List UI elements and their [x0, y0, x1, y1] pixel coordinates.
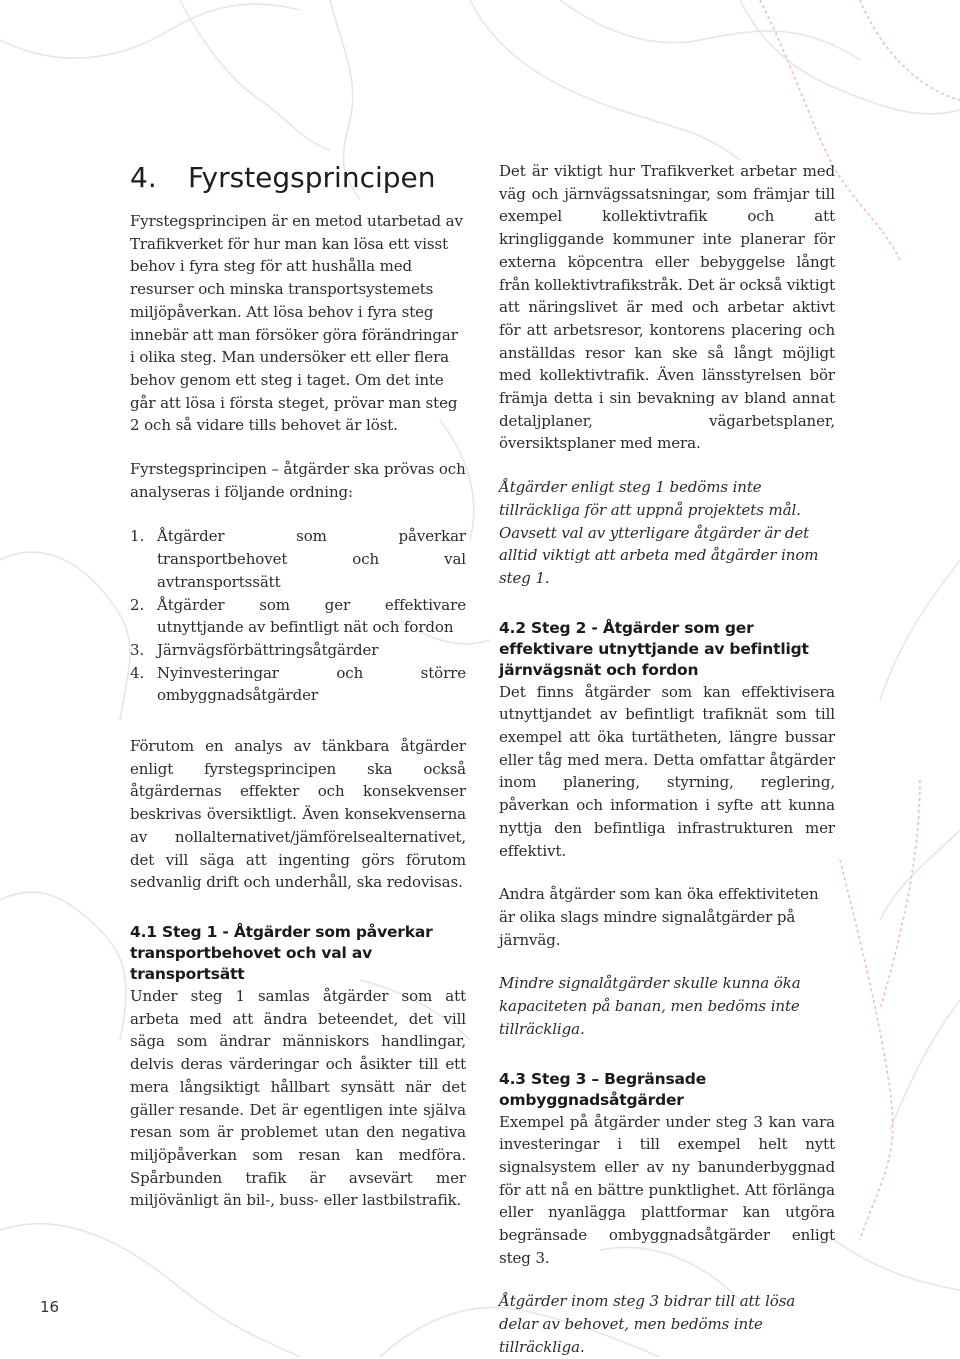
chapter-heading [130, 160, 466, 196]
list-item [130, 594, 466, 639]
left-column [130, 160, 466, 1212]
list-item-text: Åtgärder som ger effektivare utnyttjande av befintligt nät och fordon [157, 595, 466, 637]
list-item-number: 4. [130, 663, 145, 682]
list-item [130, 662, 466, 707]
step1-conclusion: Åtgärder enligt steg 1 bedöms inte tillräckliga för att uppnå projektets mål. Oavsett val av ytterligare åtgärder är det alltid viktigt att arbeta med åtgärder inom steg 1. [499, 478, 819, 587]
chapter-number: 4. [130, 161, 157, 194]
list-item-number: 2. [130, 595, 145, 614]
list-item-number: 1. [130, 527, 145, 546]
section-4-1-body: Under steg 1 samlas åtgärder som att arbeta med att ändra beteendet, det vill säga som ändrar människors handlingar, delvis deras värderingar och åsikter till ett mera långsiktigt hållbart synsätt när det gäller resande. Det är egentligen inte själva resan som är problemet utan den negativa miljöpåverkan som resan kan medföra. Spårbunden trafik är avsevärt mer miljövänligt än bil-, buss- eller lastbilstrafik. [130, 986, 466, 1210]
section-4-3-heading: 4.3 Steg 3 – Begränsade ombyggnadsåtgärder [499, 1069, 707, 1109]
right-column [499, 160, 835, 1359]
section-4-2-body-2: Andra åtgärder som kan öka effektiviteten är olika slags mindre signalåtgärder på järnväg. [499, 885, 819, 949]
steps-list [130, 525, 466, 707]
principle-lead: Fyrstegsprincipen – åtgärder ska prövas och analyseras i följande ordning: [130, 460, 466, 501]
analysis-paragraph: Förutom en analys av tänkbara åtgärder enligt fyrstegsprincipen ska också åtgärdernas effekter och konsekvenser beskrivas översiktligt. Även konsekvenserna av nollalternativet/jämförelsealternativet, det vill säga att ingenting görs förutom sedvanlig drift och underhåll, ska redovisas. [130, 737, 466, 892]
page-number: 16 [40, 1298, 60, 1316]
list-item-number: 3. [130, 640, 145, 659]
right-intro-paragraph: Det är viktigt hur Trafikverket arbetar med väg och järnvägssatsningar, som främjar till exempel kollektivtrafik och att kringliggande kommuner inte planerar för externa köpcentra eller bebyggelse långt från kollektivtrafikstråk. Det är också viktigt att näringslivet är med och arbetar aktivt för att arbetsresor, kontorens placering och anställdas resor kan ske så långt möjligt med kollektivtrafik. Även länsstyrelsen bör främja detta i sin bevakning av bland annat detaljplaner, vägarbetsplaner, översiktsplaner med mera. [499, 162, 835, 453]
list-item-text: Järnvägsförbättringsåtgärder [157, 640, 379, 659]
section-4-2-body: Det finns åtgärder som kan effektivisera utnyttjandet av befintligt trafiknät som till exempel att öka turtätheten, längre bussar eller tåg med mera. Detta omfattar åtgärder inom planering, styrning, reglering, påverkan och information i syfte att kunna nyttja den befintliga infrastrukturen mer effektivt. [499, 682, 835, 860]
list-item [130, 639, 466, 662]
section-4-2-heading: 4.2 Steg 2 - Åtgärder som ger effektivare utnyttjande av befintligt järnvägsnät och fordon [499, 618, 809, 679]
section-4-1-heading: 4.1 Steg 1 - Åtgärder som påverkar transportbehovet och val av transportsätt [130, 922, 433, 983]
step3-conclusion: Åtgärder inom steg 3 bidrar till att lösa delar av behovet, men bedöms inte tillräckliga. [499, 1292, 796, 1356]
section-4-3-body: Exempel på åtgärder under steg 3 kan vara investeringar i till exempel helt nytt signalsystem eller av ny banunderbyggnad för att nå en bättre punktlighet. Att förlänga eller nyanlägga plattformar kan utgöra begränsade ombyggnadsåtgärder enligt steg 3. [499, 1112, 835, 1267]
step2-conclusion: Mindre signalåtgärder skulle kunna öka kapaciteten på banan, men bedöms inte tillräckliga. [499, 974, 801, 1038]
list-item [130, 525, 466, 593]
chapter-title: Fyrstegsprincipen [188, 161, 436, 194]
list-item-text: Nyinvesteringar och större ombyggnadsåtgärder [157, 663, 466, 705]
intro-paragraph: Fyrstegsprincipen är en metod utarbetad av Trafikverket för hur man kan lösa ett visst behov i fyra steg för att hushålla med resurser och minska transportsystemets miljöpåverkan. Att lösa behov i fyra steg innebär att man försöker göra förändringar i olika steg. Man undersöker ett eller flera behov genom ett steg i taget. Om det inte går att lösa i första steget, prövar man steg 2 och så vidare tills behovet är löst. [130, 212, 463, 435]
list-item-text: Åtgärder som påverkar transportbehovet och val avtransportssätt [157, 527, 466, 591]
